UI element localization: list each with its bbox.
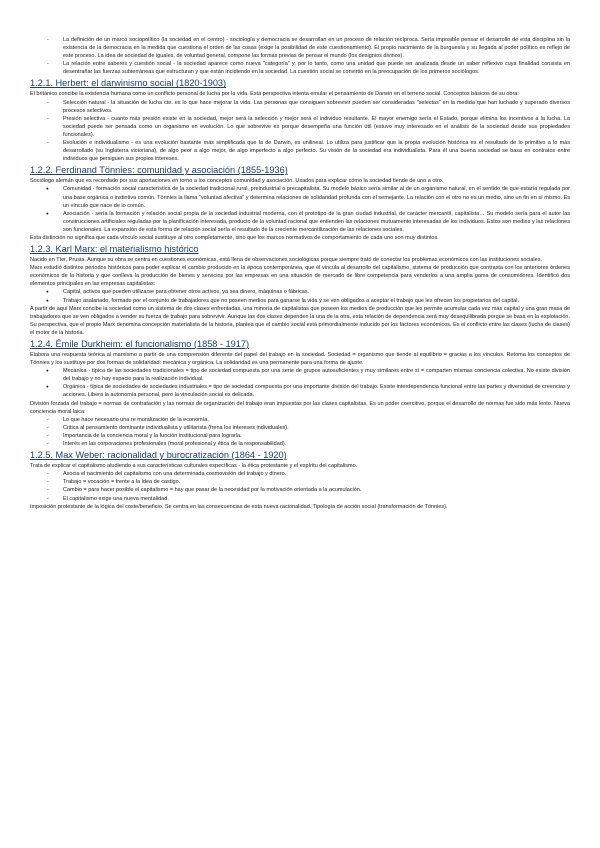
list-item: - La relación entre saberes y cuestión social - la sociedad aparece como nueva "categoría" y, por lo tanto, como una unidad que puede ser analizada desde un saber reflexivo cuya finalidad consista en desentrañar las fuerzas subterráneas que estructuran y que están incidiendo en la sociedad. La cuestión social se convirtió en la preocupación de los primeros sociólogos. — [30, 60, 570, 76]
list-item: - Critica al pensamiento dominante individualista y utilitarista (frena los intereses individuales). — [30, 424, 570, 432]
section-heading: 1.2.4. Émile Durkheim: el funcionalismo (1858 - 1917) — [30, 339, 250, 349]
section-tonnies — [30, 165, 570, 242]
section-intro: Sociólogo alemán que es recordado por sus aportaciones en torno a los conceptos comunidad y asociación. Usados para explicar cómo la sociedad tiende de uno a otro. — [30, 178, 444, 185]
list-item: - Importancia de la conciencia moral y la función institucional para lograrla. — [30, 432, 570, 440]
list-item: ● Asociación - sería la formación y relación social propia de la sociedad industrial moderna, con el prototipo de la gran ciudad industrial, de carácter mercantil, capitalista… Su modelo sería para el autor las construcciones artificiales reguladas por la planificación interesada, producto de la voluntad racional que entienden las relaciones mutuamente interesadas de los individuos. Estos son medios y las relaciones son funcionales. La expansión de esta forma de relación social sería el resultado de la creciente mercantilización de las relaciones sociales. — [30, 210, 570, 234]
section-intro: Trata de explicar el capitalismo aludiendo a sus características culturales específicas - la ética protestante y el espíritu del capitalismo. — [30, 463, 358, 470]
list-item: - Trabajo = vocación = frente a la idea de castigo. — [30, 478, 570, 486]
section-outro: División forzada del trabajo = normas de contratación y las normas de organización del trabajo eran impuestas por las clases capitalistas. Es un poder coercitivo, porque el desarrollo de normas fue sido más lento. Nueva conciencia moral laica: — [30, 400, 570, 415]
list-item: - Asocia el nacimiento del capitalismo con una determinada cosmovisión del trabajo y dinero. — [30, 470, 570, 478]
list-item: ● Comunidad - formación social característica de la sociedad tradicional rural, preindustrial o precapitalista. Su modelo básico sería similar al de un organismo natural, en el sentido de que estaría regulada por una base orgánica o instintiva común. Tönnies la llama "voluntad afectiva" y determina relaciones de solidaridad profunda con el semejante. La relación con el otro no es un medio, sino un fin en sí mismo. Es un vínculo que nace de lo común. — [30, 185, 570, 209]
section-durkheim — [30, 339, 570, 448]
section-intro: El británico concibe la existencia humana como un conflicto personal de lucha por la vida. Esta perspectiva intenta emular el pensamiento de Darwin en el terreno social. Conceptos básicos de su obra: — [30, 91, 519, 98]
section-outro: Imposición protestante de la lógica del coste/beneficio. Se centra en las consecuencias de esta nueva racionalidad. Tipología de acción social (transformación de Tönnies). — [30, 503, 448, 510]
section-marx — [30, 244, 570, 337]
section-heading: 1.2.1. Herbert: el darwinismo social (1820-1903) — [30, 78, 227, 89]
section-list — [30, 367, 570, 399]
section-list — [30, 288, 570, 304]
section-heading: 1.2.3. Karl Marx: el materialismo histórico — [30, 244, 199, 255]
list-item: ● Orgánica - típica de sociedades de sociedades industriales = tipo de sociedad compuesta por una importante división del trabajo. Existe interdependencia funcional entre las partes y diversidad de creencias y acciones. Libera la autonomía personal, pero la vinculación social es delicada. — [30, 383, 570, 399]
section-weber — [30, 450, 570, 511]
section-list — [30, 185, 570, 234]
list-item: - La definición de un marco sociopolítico (la sociedad en el centro) - sociología y democracia se desarrollan en un proceso de relación recíproca. Sería imposible pensar el desarrollo de esta disciplina sin la existencia de la democracia en la medida que cuestiona el orden de las cosas (exige la posibilidad de este cuestionamiento). El propio nacimiento de la burguesía y su llegada al poder político es reflejo de este proceso. La idea de sociedad de iguales, de voluntad general, compone las formas previas de pensar el mundo (los designios divinos). — [30, 36, 570, 60]
section-intro: Elabora una respuesta teórica al marxismo a partir de una comprensión diferente del papel del trabajo en la sociedad. Sociedad = organismo que tiende al equilibrio = gracias a los vínculos. Retoma los conceptos de Tönnies y los sustituye por dos formas de solidaridad: mecánica y orgánica. La solidaridad es una permanente para una forma de ajuste. — [30, 352, 570, 367]
list-item: ● Trabajo asalariado, formado por el conjunto de trabajadores que no poseen medios para ganarse la vida y se ven obligados a aceptar el trabajo que les ofrecen los propietarios del capital. — [30, 297, 570, 305]
list-item: - Evolución e individualismo - es una evolución bastante más simplificada que la de Darwin, es unilineal. Lo utiliza para justificar que la propia evolución histórica es el resultado de lo primitivo a lo más desarrollado (su Inglaterra victoriana), de algo peor a algo mejor, de algo imperfecto a algo perfecto. Su visión de la sociedad era individualista. Para él una buena sociedad se basa en contratos entre individuos que persiguen sus propios intereses. — [30, 139, 570, 163]
section-intro: Nacido en Tíer, Prusia. Aunque su obra se centra en cuestiones económicas, está llena de observaciones sociológicas porque siempre trató de conectar los problemas económicos con las instituciones sociales. Marx estudió distintos periodos históricos para poder explicar el cambio producido en la época contemporánea, que él vincula al desarrollo del capitalismo, sistema de producción que contrasta con los anteriores órdenes económicos de la historia y que conlleva la producción de bienes y servicios por las empresas en una situación de mercado de libre competencia para venderlos a una amplia gama de consumidores. Identificó dos elementos principales en las empresas capitalistas: — [30, 257, 570, 288]
section-list — [30, 470, 570, 502]
section-list — [30, 99, 570, 164]
list-item: - El capitalismo exige una nueva mentalidad. — [30, 495, 570, 503]
list-item: - Presión selectiva - cuanto más presión existe en la sociedad, mejor será la selección y mejor será el individuo resultante. El mayor enemigo sería el Estado, porque elimina los incentivos a la lucha. La sociedad puede ser pensada como un organismo en evolución. Lo que sobrevive es porque desempeña una función útil (estuvo muy interesado en el análisis de la sociedad desde sus propiedades funcionales). — [30, 115, 570, 139]
list-item: ● Mecánica - típica de las sociedades tradicionales = tipo de sociedad compuesta por una serie de grupos autosuficientes y muy similares entre sí = comparten mismas conciencia colectiva. No existe división del trabajo y no hay espacio para la realización individual. — [30, 367, 570, 383]
section-spencer — [30, 78, 570, 163]
section-outro: A partir de aquí Marx concibe la sociedad como un sistema de dos clases enfrentadas, una minoría de capitalistas que poseen los medios de producción que les permite acumular cada vez más capital y una gran masa de trabajadores que se ven obligados a vender su fuerza de trabajo para sobrevivir. Aunque las dos clases dependen la una de la otra, esta relación de dependencia será muy desequilibrada porque se basa en la explotación. Su perspectiva, que el propio Marx denomina concepción materialista de la historia, plantea que el cambio social está primordialmente inducido por los factores económicos. Es el conflicto entre las clases (lucha de clases) el motor de la historia. — [30, 305, 570, 336]
list-item: - Cambio = para hacer posible el capitalismo = hay que pasar de la necesidad por la motivación orientada a la acumulación. — [30, 486, 570, 494]
section-outro: Esta distinción no significa que cada vínculo social sustituye al otro completamente, sino que los marcos normativos de comportamiento de cada uno son muy distintos. — [30, 234, 439, 241]
list-item: - Lo que hace necesario una re moralización de la economía. — [30, 416, 570, 424]
section-list — [30, 416, 570, 448]
list-item: - Selección natural - la situación de lucha cte. es lo que hace mejorar la vida. Las personas que consiguen sobrevivir pueden ser consideradas "selectas" en la medida que han luchado y superado diversos procesos selectivos. — [30, 99, 570, 115]
intro-list — [30, 36, 570, 76]
list-item: - Interés en las corporaciones profesionales (moral profesional y ética de la responsabilidad). — [30, 440, 570, 448]
section-heading: 1.2.5. Max Weber: racionalidad y burocratización (1864 - 1920) — [30, 450, 287, 461]
list-item: ● Capital, activos que pueden utilizarse para obtener otros activos, ya sea dinero, máquinas o fábricas. — [30, 288, 570, 296]
section-heading: 1.2.2. Ferdinand Tönnies: comunidad y asociación (1855-1936) — [30, 165, 288, 176]
